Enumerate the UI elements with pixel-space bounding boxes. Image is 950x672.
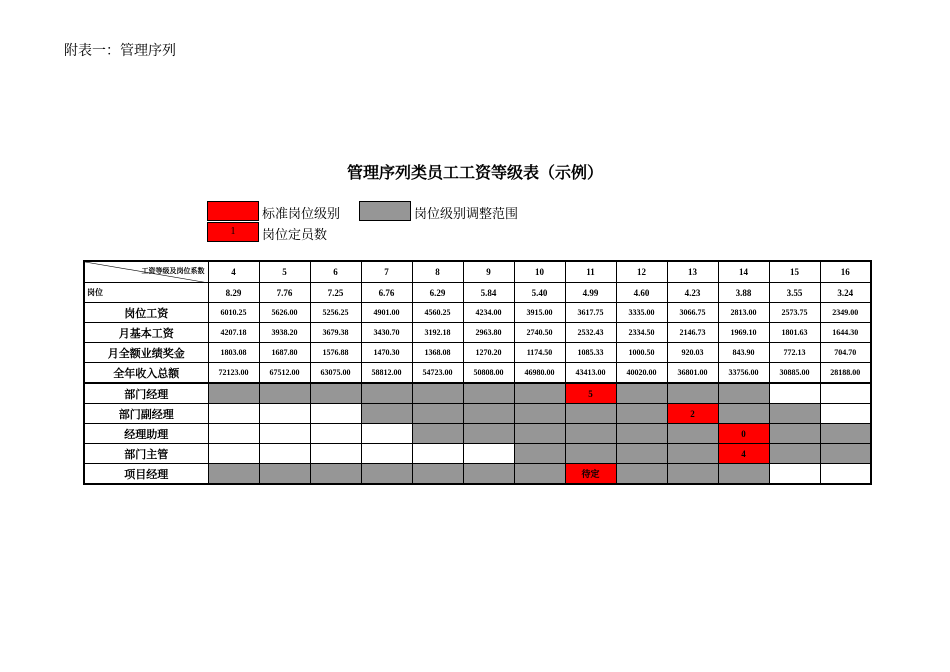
salary-value-cell: 72123.00 [208, 363, 259, 384]
salary-row-label: 全年收入总额 [84, 363, 208, 384]
salary-value-cell: 1801.63 [769, 323, 820, 343]
position-grade-cell [565, 404, 616, 424]
salary-value-cell: 920.03 [667, 343, 718, 363]
legend-range-swatch [359, 201, 411, 221]
salary-value-cell: 3066.75 [667, 303, 718, 323]
position-grade-cell [259, 464, 310, 485]
salary-value-cell: 1000.50 [616, 343, 667, 363]
salary-value-cell: 36801.00 [667, 363, 718, 384]
salary-value-cell: 67512.00 [259, 363, 310, 384]
salary-value-cell: 1270.20 [463, 343, 514, 363]
salary-value-cell: 1803.08 [208, 343, 259, 363]
coefficient-cell: 3.55 [769, 283, 820, 303]
legend-headcount-label: 岗位定员数 [262, 228, 328, 243]
position-grade-cell [667, 464, 718, 485]
salary-value-cell: 28188.00 [820, 363, 871, 384]
salary-value-cell: 58812.00 [361, 363, 412, 384]
coefficient-cell: 4.99 [565, 283, 616, 303]
position-grade-cell: 4 [718, 444, 769, 464]
salary-value-cell: 4901.00 [361, 303, 412, 323]
position-grade-cell [259, 424, 310, 444]
position-grade-cell [310, 424, 361, 444]
salary-value-cell: 2740.50 [514, 323, 565, 343]
salary-row [84, 323, 871, 343]
salary-value-cell: 5626.00 [259, 303, 310, 323]
position-row-label: 项目经理 [84, 464, 208, 485]
position-grade-cell [412, 464, 463, 485]
salary-value-cell: 2573.75 [769, 303, 820, 323]
position-grade-cell [361, 464, 412, 485]
coefficient-cell: 5.40 [514, 283, 565, 303]
grade-cell: 7 [361, 261, 412, 283]
position-row [84, 464, 871, 485]
position-grade-cell [514, 464, 565, 485]
salary-value-cell: 772.13 [769, 343, 820, 363]
grade-cell: 15 [769, 261, 820, 283]
position-grade-cell: 2 [667, 404, 718, 424]
position-grade-cell [412, 444, 463, 464]
salary-value-cell: 4207.18 [208, 323, 259, 343]
coefficient-cell: 6.29 [412, 283, 463, 303]
grade-cell: 13 [667, 261, 718, 283]
position-grade-cell [820, 404, 871, 424]
position-grade-cell [667, 444, 718, 464]
position-grade-cell [769, 424, 820, 444]
position-grade-cell [412, 424, 463, 444]
salary-value-cell: 54723.00 [412, 363, 463, 384]
position-grade-cell [514, 444, 565, 464]
position-grade-cell [310, 383, 361, 404]
position-grade-cell [412, 404, 463, 424]
grade-cell: 11 [565, 261, 616, 283]
salary-value-cell: 1085.33 [565, 343, 616, 363]
salary-value-cell: 1470.30 [361, 343, 412, 363]
position-grade-cell [514, 383, 565, 404]
position-grade-cell [208, 444, 259, 464]
coefficient-cell: 4.60 [616, 283, 667, 303]
salary-value-cell: 63075.00 [310, 363, 361, 384]
salary-value-cell: 704.70 [820, 343, 871, 363]
grade-cell: 16 [820, 261, 871, 283]
grade-cell: 8 [412, 261, 463, 283]
salary-value-cell: 40020.00 [616, 363, 667, 384]
coefficient-cell: 3.88 [718, 283, 769, 303]
salary-value-cell: 2963.80 [463, 323, 514, 343]
salary-row-label: 岗位工资 [84, 303, 208, 323]
position-grade-cell [463, 464, 514, 485]
salary-value-cell: 6010.25 [208, 303, 259, 323]
salary-value-cell: 1687.80 [259, 343, 310, 363]
position-grade-cell [718, 383, 769, 404]
position-grade-cell [616, 404, 667, 424]
position-row-label: 部门副经理 [84, 404, 208, 424]
coefficient-cell: 7.25 [310, 283, 361, 303]
position-row [84, 404, 871, 424]
salary-value-cell: 2349.00 [820, 303, 871, 323]
salary-value-cell: 2532.43 [565, 323, 616, 343]
position-grade-cell [820, 383, 871, 404]
position-row-label: 部门经理 [84, 383, 208, 404]
salary-grade-table [83, 260, 872, 485]
salary-value-cell: 1644.30 [820, 323, 871, 343]
salary-value-cell: 1969.10 [718, 323, 769, 343]
position-grade-cell [820, 464, 871, 485]
position-grade-cell [565, 444, 616, 464]
position-grade-cell [361, 444, 412, 464]
coefficient-cell: 5.84 [463, 283, 514, 303]
coefficient-cell: 4.23 [667, 283, 718, 303]
position-grade-cell [310, 404, 361, 424]
position-row [84, 424, 871, 444]
position-grade-cell [463, 404, 514, 424]
coefficient-cell: 6.76 [361, 283, 412, 303]
position-row [84, 444, 871, 464]
position-grade-cell [259, 404, 310, 424]
position-grade-cell: 0 [718, 424, 769, 444]
position-grade-cell [769, 383, 820, 404]
salary-value-cell: 3938.20 [259, 323, 310, 343]
position-grade-cell [310, 444, 361, 464]
position-grade-cell [361, 383, 412, 404]
position-grade-cell [616, 464, 667, 485]
salary-value-cell: 3335.00 [616, 303, 667, 323]
salary-row-label: 月全额业绩奖金 [84, 343, 208, 363]
salary-value-cell: 2146.73 [667, 323, 718, 343]
position-grade-cell [667, 383, 718, 404]
corner-bottom-label: 岗位 [84, 283, 208, 303]
coefficient-cell: 3.24 [820, 283, 871, 303]
coefficient-cell: 7.76 [259, 283, 310, 303]
salary-value-cell: 3679.38 [310, 323, 361, 343]
salary-value-cell: 3617.75 [565, 303, 616, 323]
salary-value-cell: 3430.70 [361, 323, 412, 343]
position-grade-cell [616, 444, 667, 464]
position-grade-cell [565, 424, 616, 444]
salary-row [84, 303, 871, 323]
position-grade-cell [718, 464, 769, 485]
salary-value-cell: 3915.00 [514, 303, 565, 323]
position-grade-cell [208, 383, 259, 404]
table-title: 管理序列类员工工资等级表（示例） [346, 163, 603, 182]
legend-standard-label: 标准岗位级别 [262, 207, 341, 222]
position-grade-cell: 待定 [565, 464, 616, 485]
salary-value-cell: 33756.00 [718, 363, 769, 384]
position-grade-cell [208, 404, 259, 424]
salary-value-cell: 46980.00 [514, 363, 565, 384]
position-grade-cell [310, 464, 361, 485]
salary-value-cell: 5256.25 [310, 303, 361, 323]
grade-cell: 14 [718, 261, 769, 283]
legend-range-label: 岗位级别调整范围 [414, 207, 519, 222]
grade-cell: 12 [616, 261, 667, 283]
salary-value-cell: 4560.25 [412, 303, 463, 323]
position-grade-cell [208, 464, 259, 485]
grade-cell: 5 [259, 261, 310, 283]
salary-value-cell: 3192.18 [412, 323, 463, 343]
salary-row [84, 343, 871, 363]
salary-value-cell: 2334.50 [616, 323, 667, 343]
salary-value-cell: 50808.00 [463, 363, 514, 384]
appendix-label: 附表一：管理序列 [64, 43, 176, 59]
position-grade-cell [463, 383, 514, 404]
salary-value-cell: 1174.50 [514, 343, 565, 363]
position-grade-cell [616, 424, 667, 444]
grade-cell: 10 [514, 261, 565, 283]
position-grade-cell [463, 424, 514, 444]
position-grade-cell [820, 444, 871, 464]
legend-headcount-swatch: 1 [207, 222, 259, 242]
position-grade-cell [514, 424, 565, 444]
coefficient-row [84, 283, 871, 303]
position-grade-cell [514, 404, 565, 424]
grade-cell: 6 [310, 261, 361, 283]
salary-value-cell: 1368.08 [412, 343, 463, 363]
coefficient-cell: 8.29 [208, 283, 259, 303]
position-grade-cell [769, 464, 820, 485]
position-row [84, 383, 871, 404]
salary-row-label: 月基本工资 [84, 323, 208, 343]
legend-standard-swatch [207, 201, 259, 221]
position-grade-cell [361, 424, 412, 444]
salary-value-cell: 4234.00 [463, 303, 514, 323]
corner-top-label: 工资等级及岗位系数 [141, 267, 205, 275]
position-grade-cell [820, 424, 871, 444]
position-grade-cell [463, 444, 514, 464]
salary-value-cell: 843.90 [718, 343, 769, 363]
salary-value-cell: 30885.00 [769, 363, 820, 384]
position-row-label: 部门主管 [84, 444, 208, 464]
header-corner [84, 261, 208, 283]
position-grade-cell: 5 [565, 383, 616, 404]
position-grade-cell [412, 383, 463, 404]
grade-row [84, 261, 871, 283]
position-grade-cell [259, 383, 310, 404]
position-grade-cell [718, 404, 769, 424]
position-grade-cell [667, 424, 718, 444]
grade-cell: 4 [208, 261, 259, 283]
position-grade-cell [208, 424, 259, 444]
position-grade-cell [361, 404, 412, 424]
salary-value-cell: 2813.00 [718, 303, 769, 323]
position-row-label: 经理助理 [84, 424, 208, 444]
grade-cell: 9 [463, 261, 514, 283]
salary-value-cell: 1576.88 [310, 343, 361, 363]
salary-value-cell: 43413.00 [565, 363, 616, 384]
position-grade-cell [769, 444, 820, 464]
position-grade-cell [259, 444, 310, 464]
position-grade-cell [616, 383, 667, 404]
position-grade-cell [769, 404, 820, 424]
salary-row [84, 363, 871, 384]
